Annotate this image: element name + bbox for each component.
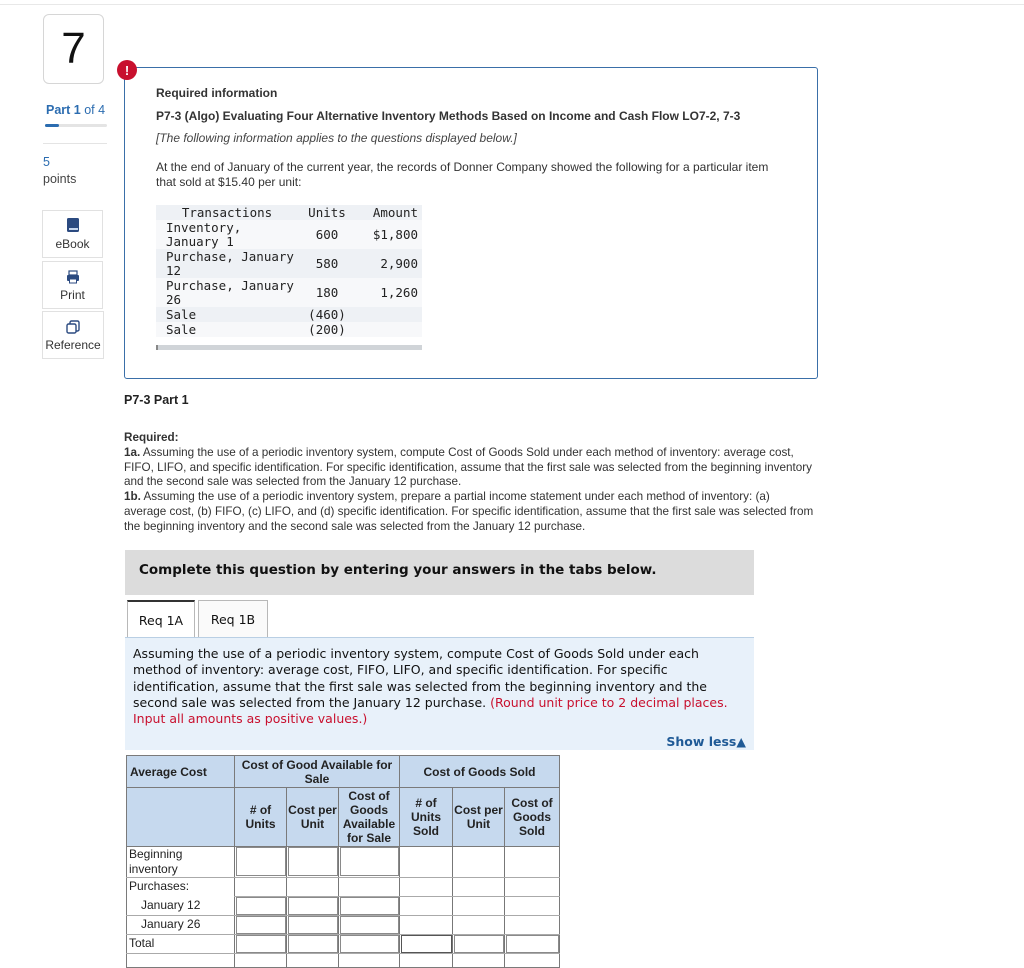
print-label: Print: [60, 288, 85, 302]
row-label-total: Total: [129, 936, 155, 950]
total-cost-per-unit-input[interactable]: [288, 935, 338, 953]
req-1a-label: 1a.: [124, 445, 141, 459]
complete-banner: Complete this question by entering your answers in the tabs below.: [125, 550, 754, 595]
col-header-amount: Amount: [356, 205, 422, 220]
tab-req-1b[interactable]: Req 1B: [198, 600, 268, 638]
row-label-beginning-inventory: Beginning inventory: [129, 847, 183, 876]
jan26-units-input[interactable]: [236, 916, 286, 934]
table-cell: Inventory, January 1: [156, 220, 298, 249]
applies-note: [The following information applies to the questions displayed below.]: [156, 131, 517, 145]
total-cost-per-unit-sold-input[interactable]: [454, 935, 504, 953]
table-cell: 180: [298, 278, 356, 307]
table-horizontal-scrollbar[interactable]: [156, 345, 422, 350]
table-cell: Sale: [156, 322, 298, 337]
col-header-transactions: Transactions: [156, 205, 298, 220]
reference-label: Reference: [45, 338, 101, 352]
problem-description: At the end of January of the current year, the records of Donner Company showed the following for a particular item that sold at $15.40 per unit:: [156, 160, 769, 189]
jan12-units-input[interactable]: [236, 897, 286, 915]
beg-cost-per-unit-input[interactable]: [288, 847, 338, 876]
table-cell: [356, 322, 422, 337]
instruction-panel: [125, 637, 754, 750]
print-button[interactable]: [42, 261, 103, 309]
reference-button[interactable]: [42, 311, 104, 359]
subheader-blank: [126, 787, 235, 847]
table-row: [156, 307, 422, 322]
group-header-available: Cost of Good Available for Sale: [234, 755, 400, 788]
jan12-cost-per-unit-input[interactable]: [288, 897, 338, 915]
part-indicator: Part 1 of 4: [46, 103, 106, 117]
average-cost-grid: [126, 755, 560, 968]
problem-title: P7-3 (Algo) Evaluating Four Alternative Inventory Methods Based on Income and Cash Flow LO7-2, 7-3: [156, 109, 741, 123]
total-units-sold-input[interactable]: [401, 935, 452, 953]
table-header-row: [156, 205, 422, 220]
col-header-units: Units: [298, 205, 356, 220]
question-number: 7: [43, 14, 104, 84]
col-cost-per-unit-sold: Cost per Unit: [452, 787, 505, 847]
table-row: [156, 278, 422, 307]
tab-req-1a[interactable]: Req 1A: [127, 600, 195, 638]
req-1b-label: 1b.: [124, 490, 141, 504]
ebook-label: eBook: [55, 237, 90, 251]
transactions-table: [156, 205, 422, 337]
show-less-link[interactable]: Show less▲: [666, 734, 746, 749]
total-units-input[interactable]: [236, 935, 286, 953]
col-units: # of Units: [234, 787, 287, 847]
table-cell: (460): [298, 307, 356, 322]
beg-cost-available-input[interactable]: [340, 847, 399, 876]
table-cell: [356, 307, 422, 322]
jan26-cost-per-unit-input[interactable]: [288, 916, 338, 934]
instruction-text: Assuming the use of a periodic inventory system, compute Cost of Goods Sold under each method of inventory: average cost, FIFO, LIFO, and specific identification. For specific identification, assume that the first sale was selected from the beginning inventory and the second sale was selected from the January 12 purchase.: [133, 646, 707, 710]
table-cell: 600: [298, 220, 356, 249]
col-cost-available: Cost of Goods Available for Sale: [338, 787, 400, 847]
jan26-cost-available-input[interactable]: [340, 916, 399, 934]
table-cell: Sale: [156, 307, 298, 322]
req-1a-text: Assuming the use of a periodic inventory system, compute Cost of Goods Sold under each method of inventory: average cost, FIFO, LIFO, and specific identification. For specific identification, assume that the first sale was selected from the beginning inventory and the second sale was selected from the January 12 purchase.: [124, 445, 812, 489]
part-heading: P7-3 Part 1: [124, 393, 189, 407]
table-cell: Purchase, January 12: [156, 249, 298, 278]
req-1b-text: Assuming the use of a periodic inventory system, prepare a partial income statement under each method of inventory: (a) average cost, (b) FIFO, (c) LIFO, and (d) specific identification. For specific identification, assume that the first sale was selected from the beginning inventory and the second sale was selected from the January 12 purchase.: [124, 490, 814, 533]
col-cogs: Cost of Goods Sold: [504, 787, 560, 847]
method-header: Average Cost: [126, 755, 235, 788]
group-header-cogs: Cost of Goods Sold: [399, 755, 560, 788]
table-row: [156, 322, 422, 337]
table-cell: 1,260: [356, 278, 422, 307]
table-cell: (200): [298, 322, 356, 337]
jan12-cost-available-input[interactable]: [340, 897, 399, 915]
instruction-rounding-note: (Round unit price to 2 decimal places. Input all amounts as positive values.): [133, 694, 728, 727]
table-cell: 580: [298, 249, 356, 278]
total-cost-available-input[interactable]: [340, 935, 399, 953]
row-label-purchases: Purchases:: [129, 879, 190, 893]
row-label-january-26: January 26: [141, 917, 201, 931]
top-divider: [0, 4, 1024, 5]
total-cogs-input[interactable]: [506, 935, 559, 953]
col-cost-per-unit: Cost per Unit: [286, 787, 339, 847]
book-icon: [66, 217, 80, 233]
table-cell: Purchase, January 26: [156, 278, 298, 307]
ebook-button[interactable]: [42, 210, 103, 258]
table-cell: $1,800: [356, 220, 422, 249]
table-cell: 2,900: [356, 249, 422, 278]
required-section: [124, 431, 814, 535]
required-label: Required:: [124, 431, 179, 444]
reference-icon: [66, 320, 80, 334]
printer-icon: [66, 270, 80, 284]
table-row: [156, 249, 422, 278]
points-value: 5: [43, 155, 50, 169]
required-info-title: Required information: [156, 86, 278, 100]
col-units-sold: # of Units Sold: [399, 787, 453, 847]
points-label: points: [43, 172, 77, 186]
rail-divider: [43, 143, 107, 144]
beg-units-input[interactable]: [236, 847, 286, 876]
alert-icon: !: [117, 60, 137, 80]
row-label-january-12: January 12: [141, 898, 201, 912]
table-row: [156, 220, 422, 249]
part-progress-fill: [45, 124, 59, 127]
